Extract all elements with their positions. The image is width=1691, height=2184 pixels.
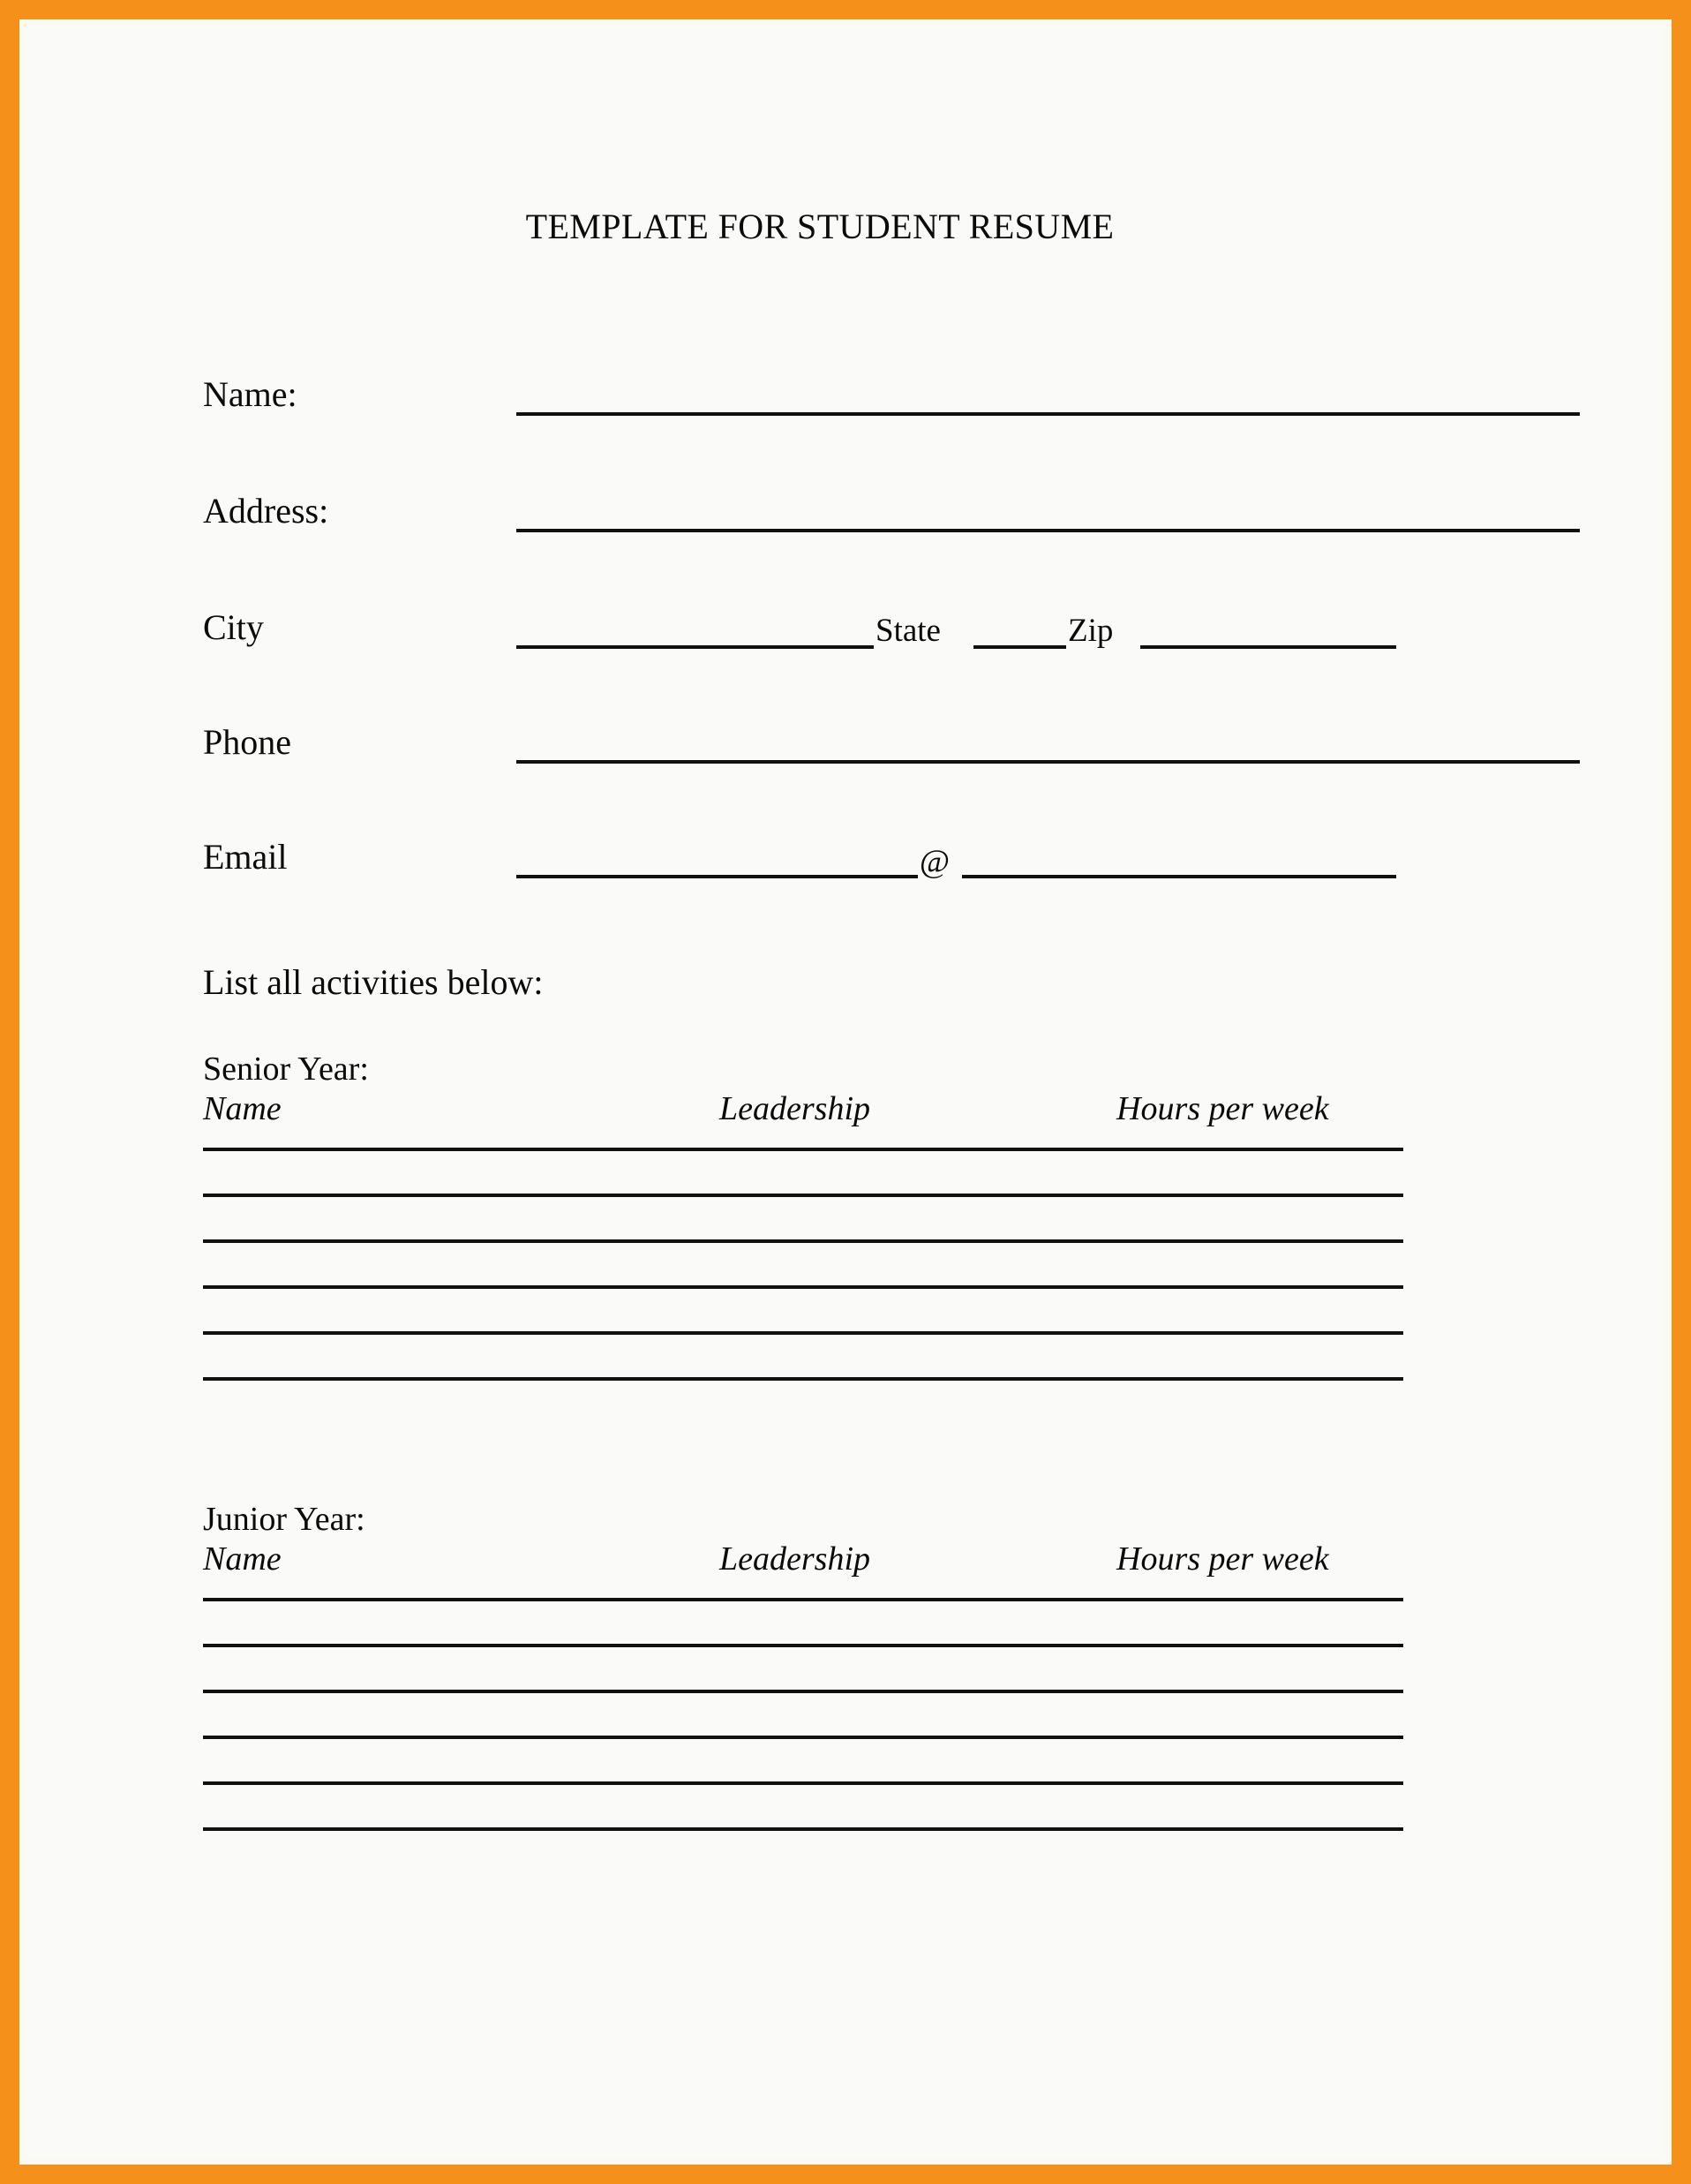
city-fill-line[interactable]	[516, 645, 874, 649]
junior-year-entry-lines	[203, 1598, 1403, 1873]
at-sign-icon: @	[920, 844, 951, 880]
field-row-city-state-zip	[203, 607, 1439, 655]
column-header-leadership: Leadership	[719, 1540, 870, 1578]
entry-line[interactable]	[203, 1285, 1403, 1289]
field-row-address	[203, 491, 1439, 538]
junior-year-heading: Junior Year:	[203, 1501, 365, 1538]
zip-label: Zip	[1068, 613, 1114, 649]
address-label: Address:	[203, 491, 329, 531]
activities-lead-in: List all activities below:	[203, 962, 544, 1002]
address-fill-line[interactable]	[516, 529, 1580, 532]
state-fill-line[interactable]	[973, 645, 1066, 649]
zip-fill-line[interactable]	[1140, 645, 1396, 649]
entry-line[interactable]	[203, 1331, 1403, 1335]
name-label: Name:	[203, 374, 297, 414]
column-header-hours-per-week: Hours per week	[1116, 1540, 1329, 1578]
column-header-name: Name	[203, 1540, 282, 1578]
resume-template-page	[26, 25, 1665, 2159]
entry-line[interactable]	[203, 1148, 1403, 1151]
name-fill-line[interactable]	[516, 412, 1580, 416]
entry-line[interactable]	[203, 1781, 1403, 1785]
field-row-name	[203, 374, 1439, 422]
entry-line[interactable]	[203, 1239, 1403, 1243]
field-row-phone	[203, 722, 1439, 770]
page-title	[26, 206, 1665, 247]
phone-fill-line[interactable]	[516, 760, 1580, 764]
column-header-name: Name	[203, 1090, 282, 1127]
document-body	[26, 25, 1665, 2159]
entry-line[interactable]	[203, 1377, 1403, 1381]
email-domain-fill-line[interactable]	[962, 875, 1396, 878]
entry-line[interactable]	[203, 1690, 1403, 1693]
entry-line[interactable]	[203, 1827, 1403, 1831]
phone-label: Phone	[203, 722, 291, 762]
field-row-email	[203, 837, 1439, 885]
entry-line[interactable]	[203, 1598, 1403, 1601]
senior-year-entry-lines	[203, 1148, 1403, 1423]
city-label: City	[203, 607, 264, 647]
entry-line[interactable]	[203, 1194, 1403, 1197]
column-header-hours-per-week: Hours per week	[1116, 1090, 1329, 1127]
senior-year-heading: Senior Year:	[203, 1051, 369, 1088]
email-user-fill-line[interactable]	[516, 875, 918, 878]
state-label: State	[876, 613, 941, 649]
page-title-text: TEMPLATE FOR STUDENT RESUME	[525, 207, 1115, 246]
email-label: Email	[203, 837, 288, 877]
entry-line[interactable]	[203, 1644, 1403, 1647]
column-header-leadership: Leadership	[719, 1090, 870, 1127]
entry-line[interactable]	[203, 1736, 1403, 1739]
